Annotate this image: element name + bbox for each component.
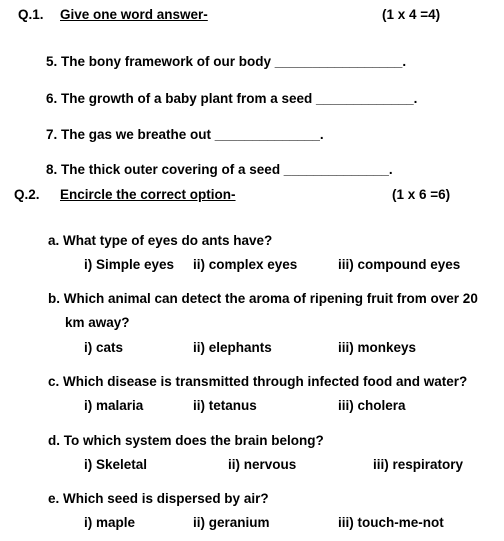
question-b-option-1: i) cats [84, 340, 124, 355]
q2-marks: (1 x 6 =6) [392, 187, 451, 202]
question-a-option-1: i) Simple eyes [84, 257, 175, 272]
q1-item-6: 6. The growth of a baby plant from a seed _____________. [46, 91, 418, 106]
question-d-option-3: iii) respiratory [373, 457, 464, 472]
question-b: b. Which animal can detect the aroma of ripening fruit from over 20 [48, 291, 478, 306]
q1-item-7: 7. The gas we breathe out ______________. [46, 127, 324, 142]
question-d: d. To which system does the brain belong? [48, 433, 324, 448]
question-d-option-2: ii) nervous [228, 457, 297, 472]
question-c-option-1: i) malaria [84, 398, 144, 413]
question-c: c. Which disease is transmitted through infected food and water? [48, 374, 468, 389]
q2-number: Q.2. [14, 187, 40, 202]
question-d-option-1: i) Skeletal [84, 457, 148, 472]
q1-marks: (1 x 4 =4) [382, 7, 441, 22]
question-e-option-3: iii) touch-me-not [338, 515, 444, 530]
question-e-option-1: i) maple [84, 515, 136, 530]
q1-item-5: 5. The bony framework of our body _________________. [46, 54, 407, 69]
q1-number: Q.1. [18, 7, 44, 22]
question-b-option-3: iii) monkeys [338, 340, 417, 355]
question-e: e. Which seed is dispersed by air? [48, 491, 269, 506]
question-a-option-2: ii) complex eyes [193, 257, 298, 272]
question-c-option-2: ii) tetanus [193, 398, 257, 413]
q1-item-8: 8. The thick outer covering of a seed ______________. [46, 162, 393, 177]
q1-title: Give one word answer- [60, 7, 208, 22]
question-e-option-2: ii) geranium [193, 515, 270, 530]
question-b-line2: km away? [65, 315, 130, 330]
question-a-option-3: iii) compound eyes [338, 257, 461, 272]
question-c-option-3: iii) cholera [338, 398, 406, 413]
question-b-option-2: ii) elephants [193, 340, 272, 355]
question-a: a. What type of eyes do ants have? [48, 233, 273, 248]
q2-title: Encircle the correct option- [60, 187, 236, 202]
